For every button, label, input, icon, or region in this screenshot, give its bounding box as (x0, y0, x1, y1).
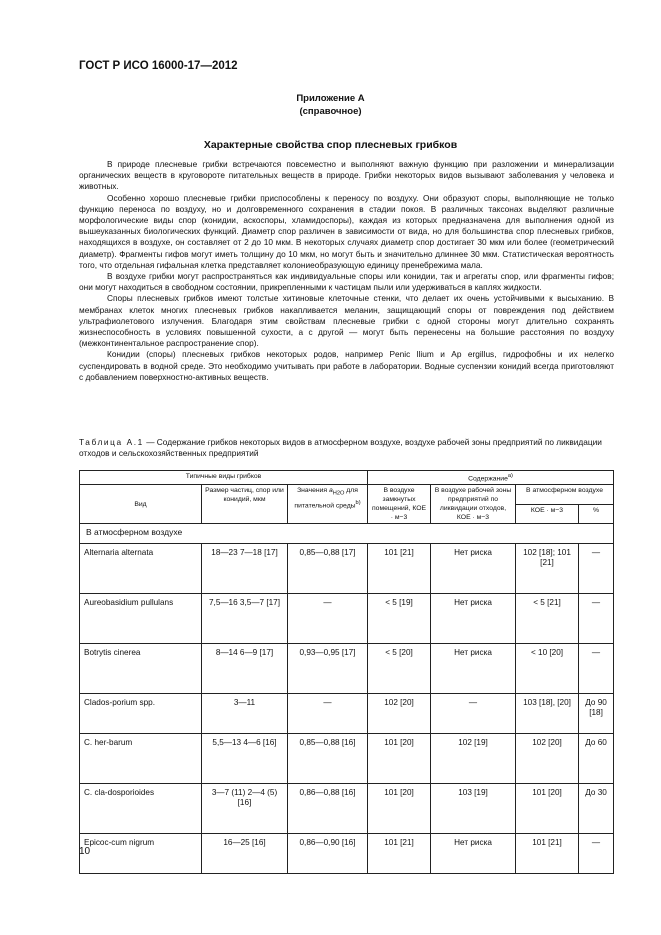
cell-size: 5,5—13 4—6 [16] (202, 733, 288, 783)
cell-indoor: < 5 [19] (368, 593, 431, 643)
table-caption-label: Таблица А.1 (79, 437, 144, 447)
cell-aw: 0,86—0,90 [16] (288, 833, 368, 873)
cell-percent: — (579, 833, 614, 873)
aw-note: b) (355, 499, 361, 506)
paragraph: Споры плесневых грибков имеют толстые хитиновые клеточные стенки, что делает их очень устойчивыми к высыханию. В мембранах клеток многих плесневых грибков накапливается меланин, защищающий споры от повреждения под действием ультрафиолетового излучения. Благодаря этим свойствам плесневые грибки с одной стороны могут длительно сохранять жизнеспособность в условиях повышенной сухости, а с другой — могут быть перенесены на большие расстояния по воздуху (межконтинентальное распространение спор). (79, 293, 614, 349)
cell-indoor: 101 [21] (368, 543, 431, 593)
cell-indoor: 102 [20] (368, 693, 431, 733)
cell-aw: — (288, 593, 368, 643)
aw-symbol: a (329, 487, 333, 495)
cell-workplace: — (431, 693, 516, 733)
cell-percent: — (579, 643, 614, 693)
cell-species: C. cla-dosporioides (80, 783, 202, 833)
header-content-label: Содержание (468, 475, 508, 483)
paragraph: В природе плесневые грибки встречаются повсеместно и выполняют важную функцию при разложении и минерализации органических веществ в круговороте питательных веществ в природе. Грибки некоторых видов вызывают заболевания у человека и животных. (79, 159, 614, 192)
cell-workplace: Нет риска (431, 643, 516, 693)
cell-outdoor: 102 [18]; 101 [21] (516, 543, 579, 593)
appendix-title: Приложение А (296, 93, 365, 104)
appendix-heading (0, 92, 661, 118)
cell-percent: — (579, 543, 614, 593)
table-caption-text: — Содержание грибков некоторых видов в атмосферном воздухе, воздухе рабочей зоны предприятий по ликвидации отходов и сельскохозяйственных предприятий (79, 437, 602, 459)
document-header: ГОСТ Р ИСО 16000-17—2012 (79, 60, 238, 72)
paragraph: Особенно хорошо плесневые грибки приспособлены к переносу по воздуху. Они образуют споры, выполняющие не только функцию переноса по воздуху, но и долговременного сохранения в стадии покоя. В различных таксонах выделяют различные морфологические виды спор (конидии, аскоспоры, хламидоспоры), каждая из которых предназначена для выполнения одной из вышеуказанных биологических функций. Диаметр спор различен в зависимости от вида, но для большинства спор плесневых грибков, находящихся в воздухе, он составляет от 2 до 10 мкм. В некоторых случаях диаметр спор достигает 30 мкм или более (геометрический диаметр). Фрагменты гифов могут иметь толщину до 10 мкм, но могут быть и значительно длиннее 30 мкм. Статистическая вероятность того, что отдельная гифальная клетка представляет колониеобразующую единицу пренебрежима мала. (79, 192, 614, 270)
cell-outdoor: 101 [20] (516, 783, 579, 833)
header-content-note: а) (507, 473, 513, 479)
cell-size: 16—25 [16] (202, 833, 288, 873)
header-workplace: В воздухе рабочей зоны предприятий по ликвидации отходов, КОЕ · м−3 (431, 485, 516, 524)
cell-outdoor: < 5 [21] (516, 593, 579, 643)
cell-aw: 0,85—0,88 [16] (288, 733, 368, 783)
cell-workplace: Нет риска (431, 833, 516, 873)
header-outdoor: В атмосферном воздухе (516, 485, 614, 505)
body-text (79, 159, 614, 383)
cell-size: 18—23 7—18 [17] (202, 543, 288, 593)
table-group-row (80, 524, 614, 544)
header-water-activity: Значения $a_{H2O}$ для питательной среды$^{b)}$ (288, 485, 368, 524)
table-row (80, 593, 614, 643)
paragraph: Конидии (споры) плесневых грибков некоторых родов, например Penic llium и Ap ergillus, гидрофобны и их нелегко суспендировать в водной среде. Это необходимо учитывать при работе в лаборатории. Водные суспензии конидий всегда приготовляют с добавлением поверхностно-активных веществ. (79, 349, 614, 382)
table-row (80, 833, 614, 873)
cell-outdoor: 103 [18], [20] (516, 693, 579, 733)
cell-indoor: 101 [20] (368, 733, 431, 783)
table-row (80, 783, 614, 833)
table-row (80, 733, 614, 783)
appendix-subtitle: (справочное) (299, 106, 362, 117)
table-row (80, 643, 614, 693)
cell-workplace: 103 [19] (431, 783, 516, 833)
group-label: В атмосферном воздухе (80, 524, 614, 544)
header-typical-species: Типичные виды грибков (80, 471, 368, 485)
table-row (80, 693, 614, 733)
header-outdoor-percent: % (579, 504, 614, 524)
table-row (80, 543, 614, 593)
cell-percent: — (579, 593, 614, 643)
cell-workplace: Нет риска (431, 543, 516, 593)
table-caption (79, 437, 614, 459)
cell-species: Epicoc-cum nigrum (80, 833, 202, 873)
cell-percent: До 30 (579, 783, 614, 833)
cell-species: Clados-porium spp. (80, 693, 202, 733)
cell-species: C. her-barum (80, 733, 202, 783)
cell-percent: До 60 (579, 733, 614, 783)
cell-size: 7,5—16 3,5—7 [17] (202, 593, 288, 643)
cell-aw: 0,93—0,95 [17] (288, 643, 368, 693)
header-content (368, 471, 614, 485)
cell-aw: 0,86—0,88 [16] (288, 783, 368, 833)
cell-outdoor: < 10 [20] (516, 643, 579, 693)
cell-species: Aureobasidium pullulans (80, 593, 202, 643)
header-outdoor-cfu: КОЕ · м−3 (516, 504, 579, 524)
page-number: 10 (79, 846, 91, 857)
fungi-content-table (79, 470, 614, 874)
table-header-row (80, 485, 614, 505)
cell-indoor: 101 [21] (368, 833, 431, 873)
cell-aw: 0,85—0,88 [17] (288, 543, 368, 593)
header-species: Вид (80, 485, 202, 524)
section-title: Характерные свойства спор плесневых грибков (203, 139, 458, 151)
cell-size: 3—11 (202, 693, 288, 733)
cell-species: Alternaria alternata (80, 543, 202, 593)
cell-percent: До 90 [18] (579, 693, 614, 733)
cell-workplace: Нет риска (431, 593, 516, 643)
aw-subscript: H2O (332, 490, 345, 497)
cell-indoor: < 5 [20] (368, 643, 431, 693)
paragraph: В воздухе грибки могут распространяться как индивидуальные споры или конидии, так и агрегаты спор, или фрагменты гифов; они могут находиться в свободном состоянии, прикрепленными к частицам пыли или удерживаться в каплях жидкости. (79, 271, 614, 293)
cell-aw: — (288, 693, 368, 733)
cell-workplace: 102 [19] (431, 733, 516, 783)
header-indoor: В воздухе замкнутых помещений, КОЕ · м−3 (368, 485, 431, 524)
header-particle-size: Размер частиц, спор или конидий, мкм (202, 485, 288, 524)
cell-species: Botrytis cinerea (80, 643, 202, 693)
cell-outdoor: 101 [21] (516, 833, 579, 873)
cell-outdoor: 102 [20] (516, 733, 579, 783)
table-header-row (80, 471, 614, 485)
cell-size: 3—7 (11) 2—4 (5) [16] (202, 783, 288, 833)
cell-indoor: 101 [20] (368, 783, 431, 833)
cell-size: 8—14 6—9 [17] (202, 643, 288, 693)
